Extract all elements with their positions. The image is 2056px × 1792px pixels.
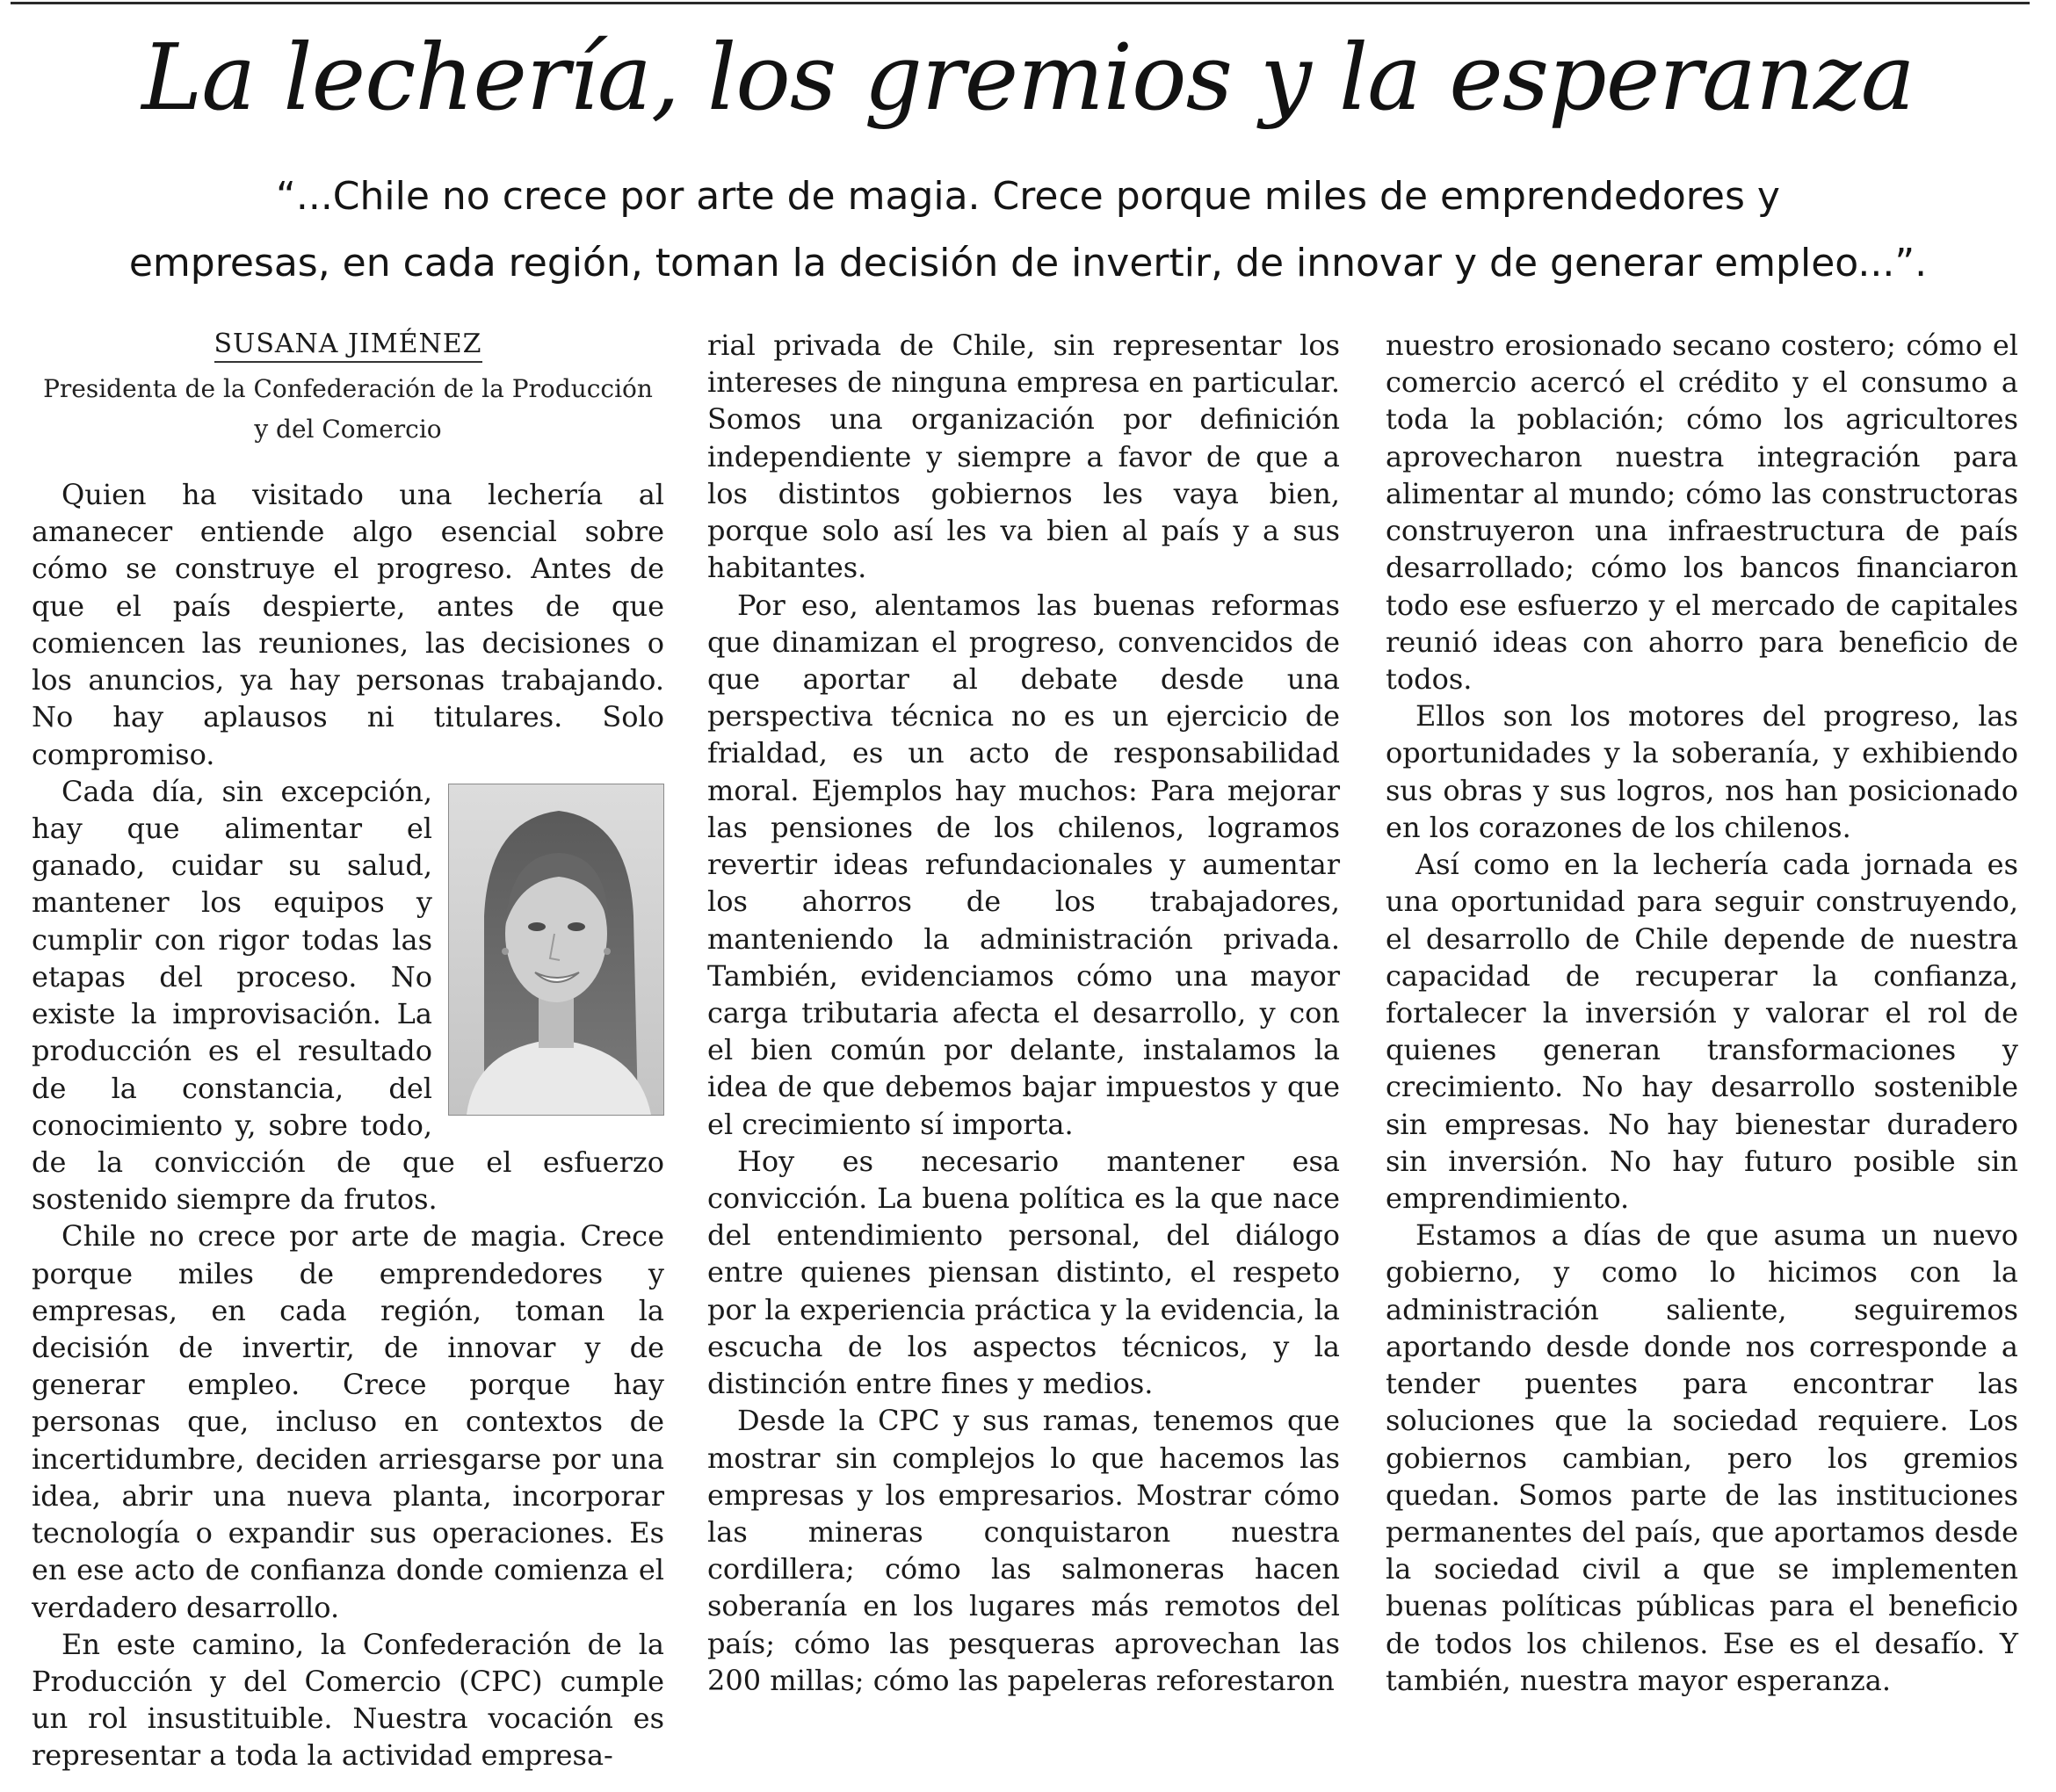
pullquote	[123, 163, 1933, 297]
paragraph: Quien ha visitado una lechería al amanecer entiende algo esencial sobre cómo se construye el progreso. Antes de que el país despierte, antes de que comiencen las reuniones, las decisiones o los anuncios, ya hay personas trabajando. No hay aplausos ni titulares. Solo compromiso.	[32, 478, 664, 771]
pullquote-line: empresas, en cada región, toman la decisión de invertir, de innovar y de generar empleo...”.	[128, 241, 1928, 285]
paragraph-continued: rial privada de Chile, sin representar los intereses de ninguna empresa en particular. Somos una organización por definición independiente y siempre a favor de que a los distintos gobiernos les vaya bien, porque solo así les va bien al país y a sus habitantes.	[707, 329, 1340, 585]
paragraph: Ellos son los motores del progreso, las oportunidades y la soberanía, y exhibiendo sus obras y sus logros, nos han posicionado en los corazones de los chilenos.	[1386, 699, 2018, 844]
headline: La lechería, los gremios y la esperanza	[141, 24, 1915, 131]
paragraph-continued: nuestro erosionado secano costero; cómo el comercio acercó el crédito y el consumo a toda la población; cómo los agricultores aprovecharon nuestra integración para alimentar al mundo; cómo las constructoras construyeron una infraestructura de país desarrollado; cómo los bancos financiaron todo ese esfuerzo y el mercado de capitales reunió ideas con ahorro para beneficio de todos.	[1386, 329, 2018, 696]
author-role	[32, 369, 664, 450]
paragraph: Por eso, alentamos las buenas reformas que dinamizan el progreso, convencidos de que aportar al debate desde una perspectiva técnica no es un ejercicio de frialdad, es un acto de responsabilidad moral. Ejemplos hay muchos: Para mejorar las pensiones de los chilenos, logramos revertir ideas refundacionales y aumentar los ahorros de los trabajadores, manteniendo la administración privada. También, evidenciamos cómo una mayor carga tributaria afecta el desarrollo, y con el bien común por delante, instalamos la idea de que debemos bajar impuestos y que el crecimiento sí importa.	[707, 588, 1340, 1141]
column-2	[707, 327, 1340, 1699]
author-name: SUSANA JIMÉNEZ	[214, 329, 482, 363]
author-role-line: y del Comercio	[254, 415, 442, 444]
paragraph: Chile no crece por arte de magia. Crece porque miles de emprendedores y empresas, en cada región, toman la decisión de invertir, de innovar y de generar empleo. Crece porque hay personas que, incluso en contextos de incertidumbre, deciden arriesgarse por una idea, abrir una nueva planta, incorporar tecnología o expandir sus operaciones. Es en ese acto de confianza donde comienza el verdadero desarrollo.	[32, 1219, 664, 1624]
paragraph: Hoy es necesario mantener esa convicción. La buena política es la que nace del entendimiento personal, del diálogo entre quienes piensan distinto, el respeto por la experiencia práctica y la evidencia, la escucha de los aspectos técnicos, y la distinción entre fines y medios.	[707, 1144, 1340, 1401]
paragraph: Estamos a días de que asuma un nuevo gobierno, y como lo hicimos con la administración saliente, seguiremos aportando desde donde nos corresponde a tender puentes para encontrar las soluciones que la sociedad requiere. Los gobiernos cambian, pero los gremios quedan. Somos parte de las instituciones permanentes del país, que aportamos desde la sociedad civil a que se implementen buenas políticas públicas para el beneficio de todos los chilenos. Ese es el desafío. Y también, nuestra mayor esperanza.	[1386, 1218, 2018, 1697]
column-1	[32, 327, 664, 1774]
paragraph: En este camino, la Confederación de la Producción y del Comercio (CPC) cumple un rol insustituible. Nuestra vocación es representar a toda la actividad empresa-	[32, 1627, 664, 1773]
paragraph: Así como en la lechería cada jornada es una oportunidad para seguir construyendo, el desarrollo de Chile depende de nuestra capacidad de recuperar la confianza, fortalecer la inversión y valorar el rol de quienes generan transformaciones y crecimiento. No hay desarrollo sostenible sin empresas. No hay bienestar duradero sin inversión. No hay futuro posible sin emprendimiento.	[1386, 848, 2018, 1216]
column-3	[1386, 327, 2018, 1699]
paragraph: Cada día, sin excepción, hay que alimentar el ganado, cuidar su salud, mantener los equipos y cumplir con rigor todas las etapas del proceso. No existe la improvisación. La producción es el resultado de la constancia, del conocimiento y, sobre todo, de la convicción de que el esfuerzo sostenido siempre da frutos.	[32, 774, 664, 1217]
author-role-line: Presidenta de la Confederación de la Producción	[43, 374, 653, 403]
pullquote-line: “...Chile no crece por arte de magia. Crece porque miles de emprendedores y	[276, 174, 1780, 219]
author-byline	[32, 327, 664, 362]
paragraph: Desde la CPC y sus ramas, tenemos que mostrar sin complejos lo que hacemos las empresas y los empresarios. Mostrar cómo las mineras conquistaron nuestra cordillera; cómo las salmoneras hacen soberanía en los lugares más remotos del país; cómo las pesqueras aprovechan las 200 millas; cómo las papeleras reforestaron	[707, 1404, 1340, 1697]
author-photo	[448, 784, 664, 1116]
portrait-image	[449, 784, 663, 1115]
top-rule	[11, 2, 2030, 4]
